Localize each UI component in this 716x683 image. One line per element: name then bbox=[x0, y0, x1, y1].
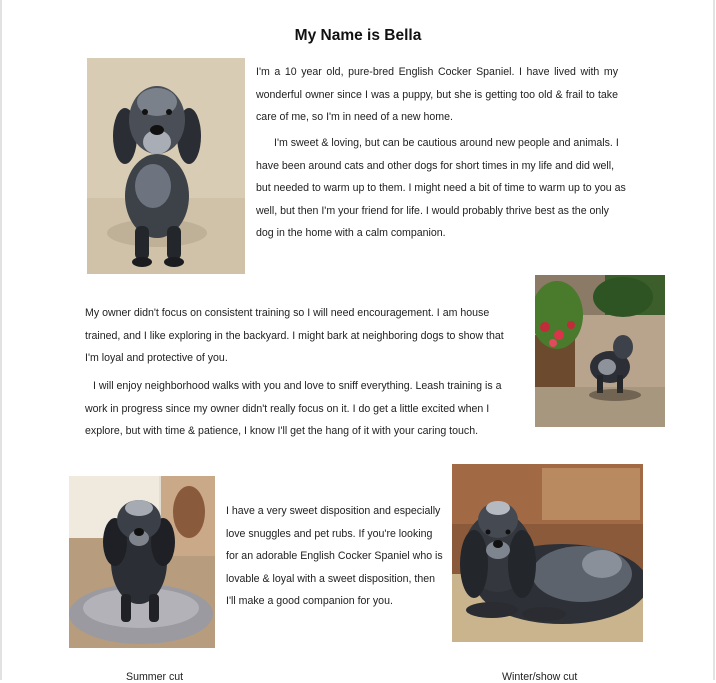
paragraph-disposition: I have a very sweet disposition and especially love snuggles and pet rubs. If you're looking for an adorable English Cocker Spaniel who is lovable & loyal with a sweet disposition, then I'll make a good companion for you. bbox=[226, 505, 443, 608]
dog-sitting-photo bbox=[87, 58, 245, 274]
page-title: My Name is Bella bbox=[294, 27, 422, 44]
page-edge-left bbox=[0, 0, 2, 680]
paragraph-intro: I'm a 10 year old, pure-bred English Cocker Spaniel. I have lived with my wonderful owner since I was a puppy, but she is getting too old & frail to take care of me, so I'm in need of a new home. bbox=[256, 66, 618, 124]
paragraph-training: My owner didn't focus on consistent training so I will need encouragement. I am house trained, and I like exploring in the backyard. I might bark at neighboring dogs to show that I'm loyal and protective of you. bbox=[85, 307, 504, 365]
dog-bed-photo bbox=[69, 476, 215, 648]
caption-summer-cut: Summer cut bbox=[126, 671, 184, 683]
caption-winter-show-cut: Winter/show cut bbox=[502, 671, 578, 683]
dog-lying-photo bbox=[452, 464, 643, 642]
page-edge-right bbox=[713, 0, 715, 680]
paragraph-walks: I will enjoy neighborhood walks with you and love to sniff everything. Leash training is a work in progress since my owner didn't really focus on it. I do get a little excited when I explore, but with time & patience, I know I'll get the hang of it with your caring touch. bbox=[85, 380, 502, 438]
dog-garden-photo bbox=[535, 275, 665, 427]
paragraph-temperament: I'm sweet & loving, but can be cautious around new people and animals. I have been around cats and other dogs for short times in my life and did well, but needed to warm up to them. I might need a bit of time to warm up to you as well, but then I'm your friend for life. I would probably thrive best as the only dog in the home with a calm companion. bbox=[256, 137, 626, 240]
